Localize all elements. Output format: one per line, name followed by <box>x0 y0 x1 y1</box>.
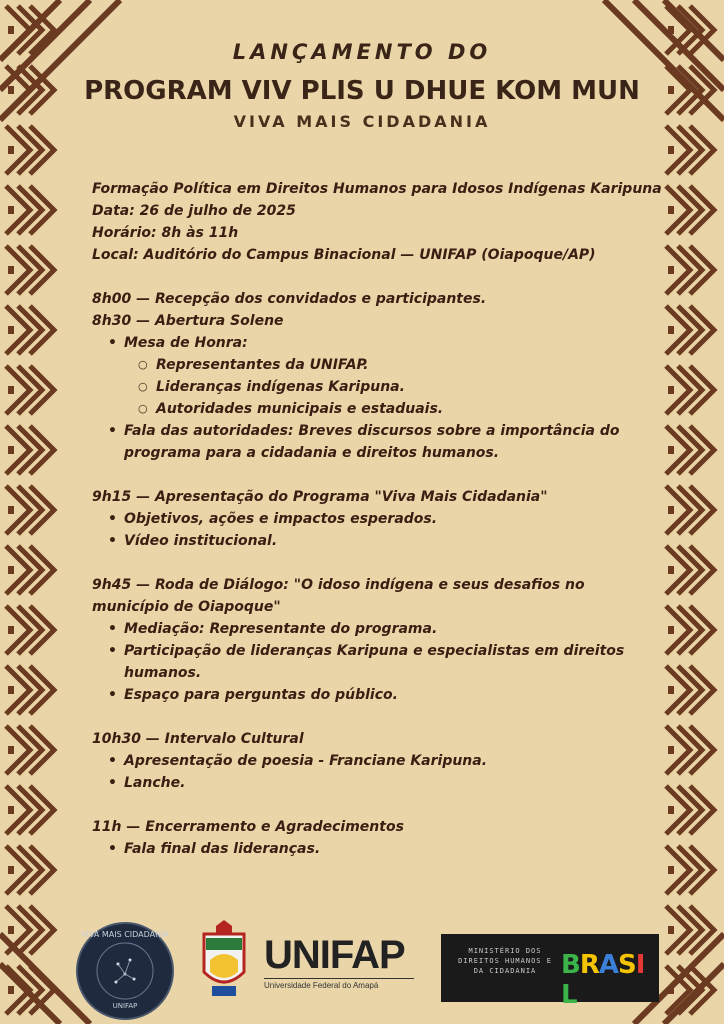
list-item: • Fala final das lideranças. <box>92 838 652 860</box>
list-item: ○ Lideranças indígenas Karipuna. <box>92 376 652 398</box>
schedule-item: 9h15 — Apresentação do Programa "Viva Mais Cidadania" <box>92 489 548 505</box>
program-subtitle: VIVA MAIS CIDADANIA <box>233 112 491 131</box>
brasil-wordmark: BRASIL <box>561 950 645 1010</box>
list-item: • Mesa de Honra: <box>92 332 652 354</box>
list-item: • Vídeo institucional. <box>92 530 652 552</box>
unifap-logo <box>264 934 414 990</box>
schedule-item: 10h30 — Intervalo Cultural <box>92 731 304 747</box>
ministry-text: MINISTÉRIO DOS DIREITOS HUMANOS E DA CIDADANIA <box>458 947 552 975</box>
list-item: • Lanche. <box>92 772 652 794</box>
pre-title: LANÇAMENTO DO <box>232 40 492 64</box>
list-item: • Apresentação de poesia - Franciane Karipuna. <box>92 750 652 772</box>
schedule-item: 9h45 — Roda de Diálogo: "O idoso indígena e seus desafios no município de Oiapoque" <box>92 577 585 615</box>
schedule-item: 8h00 — Recepção dos convidados e participantes. <box>92 291 487 307</box>
event-time: Horário: 8h às 11h <box>92 225 239 241</box>
footer-logos <box>0 910 724 1010</box>
schedule-sublist <box>92 750 652 794</box>
unifap-subtitle: Universidade Federal do Amapá <box>264 978 414 990</box>
unifap-name: UNIFAP <box>264 933 405 977</box>
schedule-sublist <box>92 838 652 860</box>
schedule-item: 8h30 — Abertura Solene <box>92 313 284 329</box>
seal-bottom-text: UNIFAP <box>112 1002 138 1010</box>
header <box>0 40 724 131</box>
event-location: Local: Auditório do Campus Binacional — UNIFAP (Oiapoque/AP) <box>92 247 596 263</box>
list-item: • Mediação: Representante do programa. <box>92 618 652 640</box>
list-item: • Espaço para perguntas do público. <box>92 684 652 706</box>
schedule-item: 11h — Encerramento e Agradecimentos <box>92 819 404 835</box>
program-seal-logo <box>76 922 174 1020</box>
ministry-logo <box>441 934 659 1010</box>
seal-text: VIVA MAIS CIDADANIA <box>81 930 169 939</box>
list-item: ○ Representantes da UNIFAP. <box>92 354 652 376</box>
list-item: • Participação de lideranças Karipuna e especialistas em direitos humanos. <box>92 640 652 684</box>
event-date: Data: 26 de julho de 2025 <box>92 203 296 219</box>
list-item: ○ Autoridades municipais e estaduais. <box>92 398 652 420</box>
schedule-sublist <box>92 332 652 464</box>
list-item: • Objetivos, ações e impactos esperados. <box>92 508 652 530</box>
unifap-crest-icon <box>196 920 252 1006</box>
program-title: PROGRAM VIV PLIS U DHUE KOM MUN <box>84 76 640 106</box>
schedule-sublist <box>92 618 652 706</box>
event-content <box>92 178 662 860</box>
schedule-sublist <box>92 508 652 552</box>
list-item: • Fala das autoridades: Breves discursos sobre a importância do programa para a cidadania e direitos humanos. <box>92 420 652 464</box>
event-name: Formação Política em Direitos Humanos para Idosos Indígenas Karipuna <box>92 181 662 197</box>
